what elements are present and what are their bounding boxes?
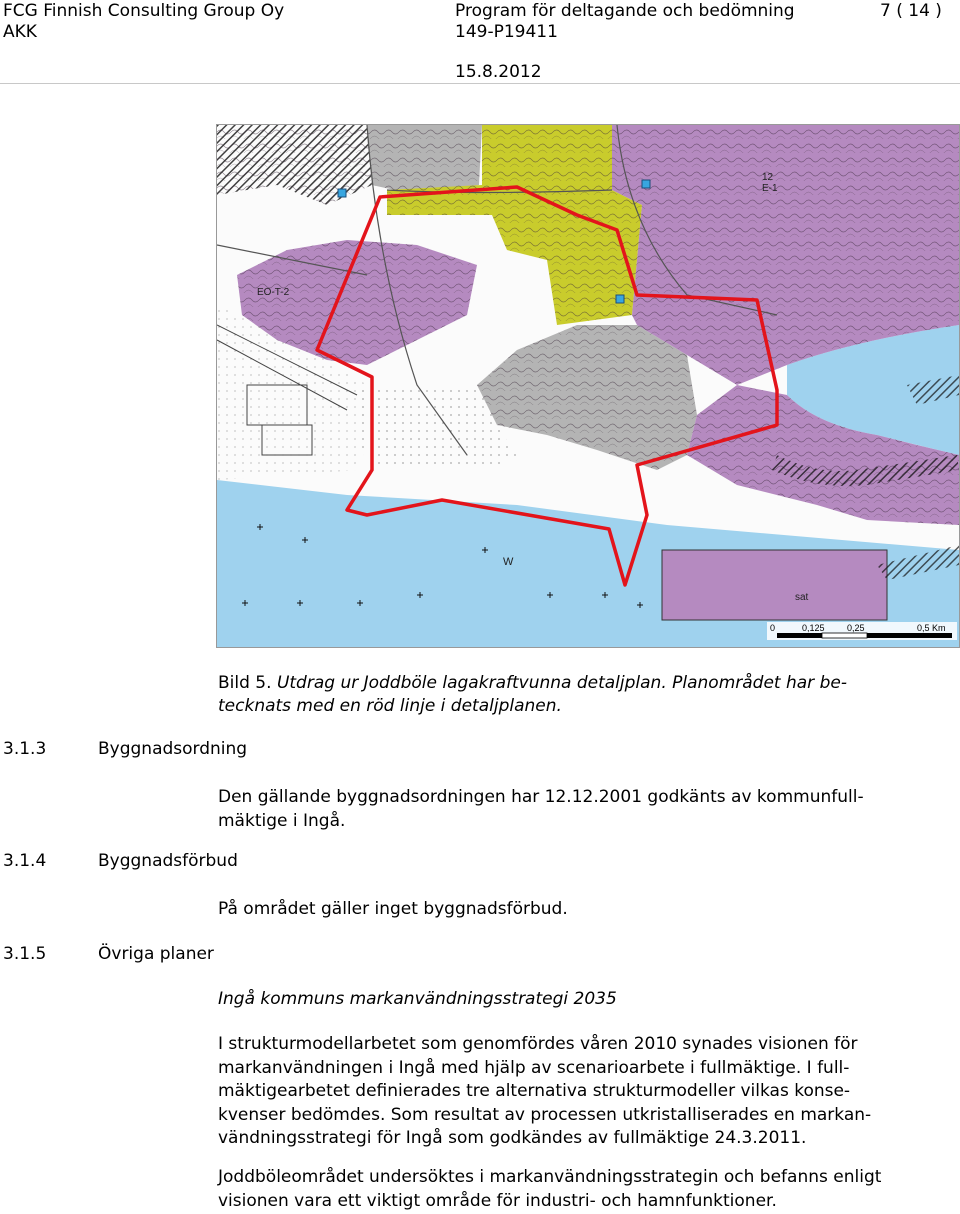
map-label-w: W xyxy=(503,556,514,568)
marker-icon xyxy=(642,180,650,188)
map-label-eot: EO-T-2 xyxy=(257,287,290,298)
text-line: I strukturmodellarbetet som genomfördes våren 2010 synades visionen för xyxy=(218,1034,858,1054)
text-line: Den gällande byggnadsordningen har 12.12.2001 godkänts av kommunfull- xyxy=(218,787,864,807)
section-number: 3.1.4 xyxy=(3,851,47,871)
detail-plan-map xyxy=(216,124,960,648)
joddbole-paragraph xyxy=(218,1166,956,1213)
document-code: 149-P19411 xyxy=(455,22,558,42)
svg-text:0: 0 xyxy=(770,623,776,633)
svg-text:0,25: 0,25 xyxy=(847,623,865,633)
svg-text:0,125: 0,125 xyxy=(802,623,825,633)
marker-icon xyxy=(616,295,624,303)
section-number: 3.1.3 xyxy=(3,739,47,759)
map-label-e1: E-1 xyxy=(762,183,778,194)
building-code-paragraph xyxy=(218,786,956,833)
section-title: Byggnadsordning xyxy=(98,739,248,759)
marker-icon xyxy=(338,189,346,197)
svg-text:0,5 Km: 0,5 Km xyxy=(917,623,946,633)
document-title: Program för deltagande och bedömning xyxy=(455,1,795,21)
strategy-subheading: Ingå kommuns markanvändningsstrategi 2035 xyxy=(218,989,617,1009)
caption-lead: Bild 5. xyxy=(218,673,277,693)
text-line: mäktigearbetet definierades tre alternativa strukturmodeller vilkas konse- xyxy=(218,1081,851,1101)
section-title: Byggnadsförbud xyxy=(98,851,238,871)
text-line: markanvändningen i Ingå med hjälp av scenarioarbete i fullmäktige. I full- xyxy=(218,1057,850,1078)
section-title: Övriga planer xyxy=(98,944,214,964)
page-number: 7 ( 14 ) xyxy=(880,1,942,21)
scale-bar xyxy=(767,622,957,640)
text-line: mäktige i Ingå. xyxy=(218,810,346,831)
purple-zone-harbour xyxy=(662,550,887,620)
header-divider xyxy=(0,83,960,84)
map-drawing xyxy=(217,125,959,647)
company-name: FCG Finnish Consulting Group Oy xyxy=(3,1,285,21)
strategy-paragraph xyxy=(218,1033,956,1151)
document-date: 15.8.2012 xyxy=(455,62,542,82)
caption-line-2: tecknats med en röd linje i detaljplanen. xyxy=(218,696,562,716)
building-ban-paragraph: På området gäller inget byggnadsförbud. xyxy=(218,899,568,919)
map-label-sat: sat xyxy=(795,592,809,603)
text-line: Joddböleområdet undersöktes i markanvändningsstrategin och befanns enligt xyxy=(218,1167,882,1187)
caption-line-1: Utdrag ur Joddböle lagakraftvunna detaljplan. Planområdet har be- xyxy=(276,673,847,693)
text-line: kvenser bedömdes. Som resultat av processen utkristalliserades en markan- xyxy=(218,1104,872,1125)
figure-caption xyxy=(218,672,956,718)
map-label-e1-num: 12 xyxy=(762,172,774,183)
unit-name: AKK xyxy=(3,22,37,42)
text-line: visionen vara ett viktigt område för industri- och hamnfunktioner. xyxy=(218,1190,777,1211)
section-number: 3.1.5 xyxy=(3,944,47,964)
text-line: vändningsstrategi för Ingå som godkändes av fullmäktige 24.3.2011. xyxy=(218,1128,807,1148)
